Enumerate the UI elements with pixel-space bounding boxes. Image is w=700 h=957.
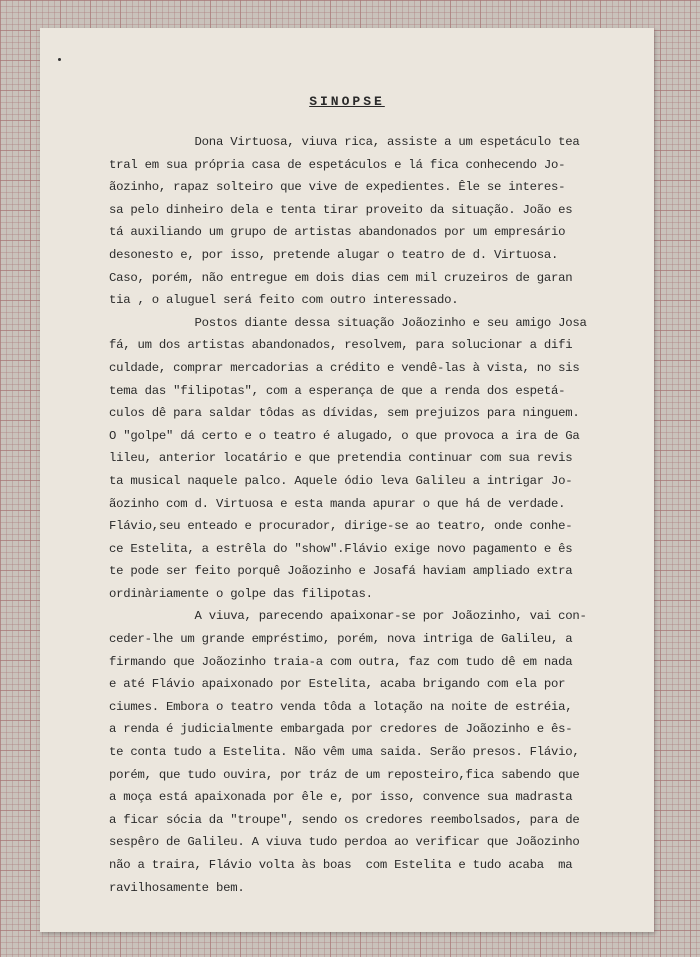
text-line: sespêro de Galileu. A viuva tudo perdoa ao verificar que Joãozinho <box>109 835 580 850</box>
text-line: tema das "filipotas", com a esperança de que a renda dos espetá- <box>109 383 566 398</box>
text-line: ãozinho com d. Virtuosa e esta manda apurar o que há de verdade. <box>109 496 566 511</box>
text-line: firmando que Joãozinho traia-a com outra, faz com tudo dê em nada <box>109 654 573 669</box>
text-line: ce Estelita, a estrêla do "show".Flávio exige novo pagamento e ês <box>109 541 573 556</box>
text-line: tá auxiliando um grupo de artistas abandonados por um empresário <box>109 225 566 240</box>
text-line: a renda é judicialmente embargada por credores de Joãozinho e ês- <box>109 722 573 737</box>
text-line: tia , o aluguel será feito com outro interessado. <box>109 293 459 308</box>
text-line: ravilhosamente bem. <box>109 880 245 895</box>
text-line: te conta tudo a Estelita. Não vêm uma saida. Serão presos. Flávio, <box>109 745 580 760</box>
text-line: porém, que tudo ouvira, por tráz de um reposteiro,fica sabendo que <box>109 767 580 782</box>
document-title: SINOPSE <box>309 94 385 109</box>
text-line: te pode ser feito porquê Joãozinho e Josafá haviam ampliado extra <box>109 564 573 579</box>
text-line: e até Flávio apaixonado por Estelita, acaba brigando com ela por <box>109 677 566 692</box>
text-line: tral em sua própria casa de espetáculos e lá fica conhecendo Jo- <box>109 157 566 172</box>
text-line: culos dê para saldar tôdas as dívidas, sem prejuizos para ninguem. <box>109 406 580 421</box>
ink-mark <box>58 58 61 61</box>
text-line: não a traira, Flávio volta às boas com Estelita e tudo acaba ma <box>109 858 573 872</box>
text-line: ta musical naquele palco. Aquele ódio leva Galileu a intrigar Jo- <box>109 473 573 488</box>
text-line: desonesto e, por isso, pretende alugar o teatro de d. Virtuosa. <box>109 247 559 262</box>
text-line: a ficar sócia da "troupe", sendo os credores reembolsados, para de <box>109 812 580 827</box>
text-line: sa pelo dinheiro dela e tenta tirar proveito da situação. João es <box>109 202 573 217</box>
text-line: Flávio,seu enteado e procurador, dirige-se ao teatro, onde conhe- <box>109 519 573 534</box>
text-line: Caso, porém, não entregue em dois dias cem mil cruzeiros de garan <box>109 270 573 285</box>
synopsis-text <box>109 131 669 899</box>
text-line: ciumes. Embora o teatro venda tôda a lotação na noite de estréia, <box>109 699 573 714</box>
text-line: Dona Virtuosa, viuva rica, assiste a um espetáculo tea <box>109 135 580 149</box>
text-line: Postos diante dessa situação Joãozinho e seu amigo Josa <box>109 315 587 330</box>
text-line: ordinàriamente o golpe das filipotas. <box>109 586 373 601</box>
text-line: lileu, anterior locatário e que pretendia continuar com sua revis <box>109 451 573 466</box>
text-line: ãozinho, rapaz solteiro que vive de expedientes. Êle se interes- <box>109 180 566 195</box>
text-line: a moça está apaixonada por êle e, por isso, convence sua madrasta <box>109 790 573 805</box>
text-line: culdade, comprar mercadorias a crédito e vendê-las à vista, no sis <box>109 360 580 375</box>
text-line: fá, um dos artistas abandonados, resolvem, para solucionar a difi <box>109 338 573 353</box>
text-line: A viuva, parecendo apaixonar-se por Joãozinho, vai con- <box>109 609 587 624</box>
typed-document-page <box>40 28 654 932</box>
text-line: O "golpe" dá certo e o teatro é alugado, o que provoca a ira de Ga <box>109 428 580 443</box>
text-line: ceder-lhe um grande empréstimo, porém, nova intriga de Galileu, a <box>109 632 573 647</box>
